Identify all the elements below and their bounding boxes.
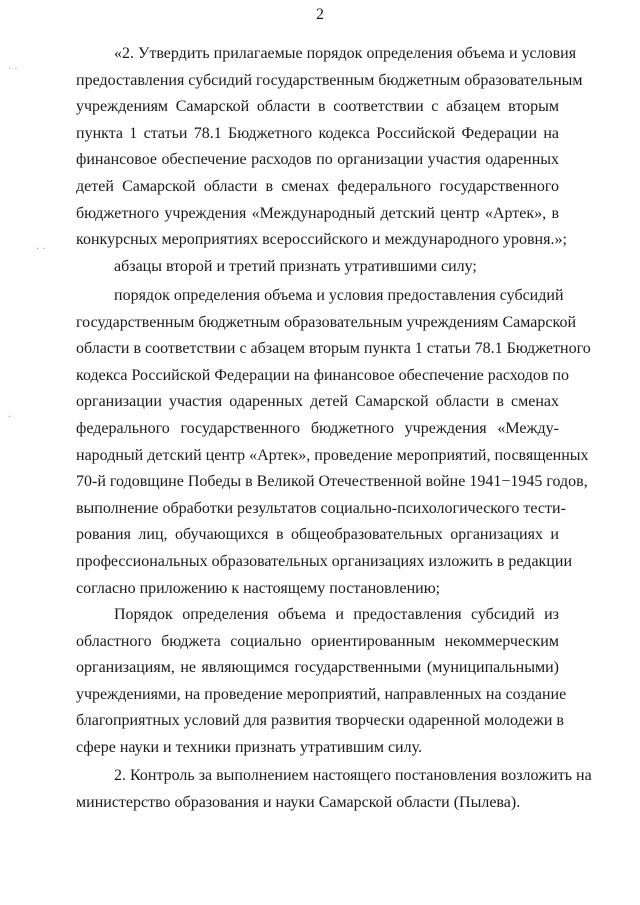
text-line: организации участия одаренных детей Самарской области в сменах <box>76 393 559 411</box>
text-line: финансовое обеспечение расходов по организации участия одаренных <box>76 151 559 169</box>
text-line: детей Самарской области в сменах федерального государственного <box>76 177 559 195</box>
text-line: пункта 1 статьи 78.1 Бюджетного кодекса Российской Федерации на <box>76 124 559 142</box>
text-line: рования лиц, обучающихся в общеобразовательных организациях и <box>76 526 559 544</box>
text-line: федерального государственного бюджетного учреждения «Между- <box>76 419 559 437</box>
text-line: согласно приложению к настоящему постановлению; <box>76 579 441 597</box>
text-line: конкурсных мероприятиях всероссийского и международного уровня.»; <box>76 231 567 249</box>
text-line: выполнение обработки результатов социально-психологического тести- <box>76 499 566 517</box>
paragraph-3 <box>76 283 591 602</box>
scan-artifact-mark: · · <box>8 64 18 75</box>
text-line: благоприятных условий для развития творчески одаренной молодежи в <box>76 712 564 730</box>
paragraph-5 <box>76 763 592 816</box>
text-line: 70-й годовщине Победы в Великой Отечественной войне 1941−1945 годов, <box>76 473 588 491</box>
text-line: «2. Утвердить прилагаемые порядок определения объема и условия <box>114 45 577 62</box>
paragraph-4 <box>76 602 567 762</box>
text-line: Порядок определения объема и предоставления субсидий из <box>114 606 559 623</box>
page-number: 2 <box>316 6 324 23</box>
text-line: народный детский центр «Артек», проведение мероприятий, посвященных <box>76 446 589 464</box>
text-line: абзацы второй и третий признать утратившими силу; <box>114 258 477 275</box>
text-line: министерство образования и науки Самарской области (Пылева). <box>76 793 521 811</box>
text-line: профессиональных образовательных организациях изложить в редакции <box>76 552 572 570</box>
text-line: порядок определения объема и условия предоставления субсидий <box>114 287 564 304</box>
text-line: областного бюджета социально ориентированным некоммерческим <box>76 632 559 650</box>
paragraph-2 <box>76 254 559 281</box>
text-line: бюджетного учреждения «Международный детский центр «Артек», в <box>76 204 559 222</box>
paragraph-1 <box>76 41 583 254</box>
text-line: организациям, не являющимся государственными (муниципальными) <box>76 659 559 677</box>
text-line: предоставления субсидий государственным бюджетным образовательным <box>76 71 583 89</box>
text-line: учреждениям Самарской области в соответствии с абзацем вторым <box>76 98 559 116</box>
text-line: государственным бюджетным образовательным учреждениям Самарской <box>76 313 577 331</box>
text-line: кодекса Российской Федерации на финансовое обеспечение расходов по <box>76 366 569 384</box>
text-line: учреждениями, на проведение мероприятий, направленных на создание <box>76 685 567 703</box>
text-line: сфере науки и техники признать утратившим силу. <box>76 738 422 756</box>
text-line: 2. Контроль за выполнением настоящего постановления возложить на <box>114 767 592 784</box>
text-line: области в соответствии с абзацем вторым пункта 1 статьи 78.1 Бюджетного <box>76 340 591 358</box>
scan-artifact-mark: · · <box>36 244 46 255</box>
scan-artifact-mark: · <box>8 412 12 423</box>
